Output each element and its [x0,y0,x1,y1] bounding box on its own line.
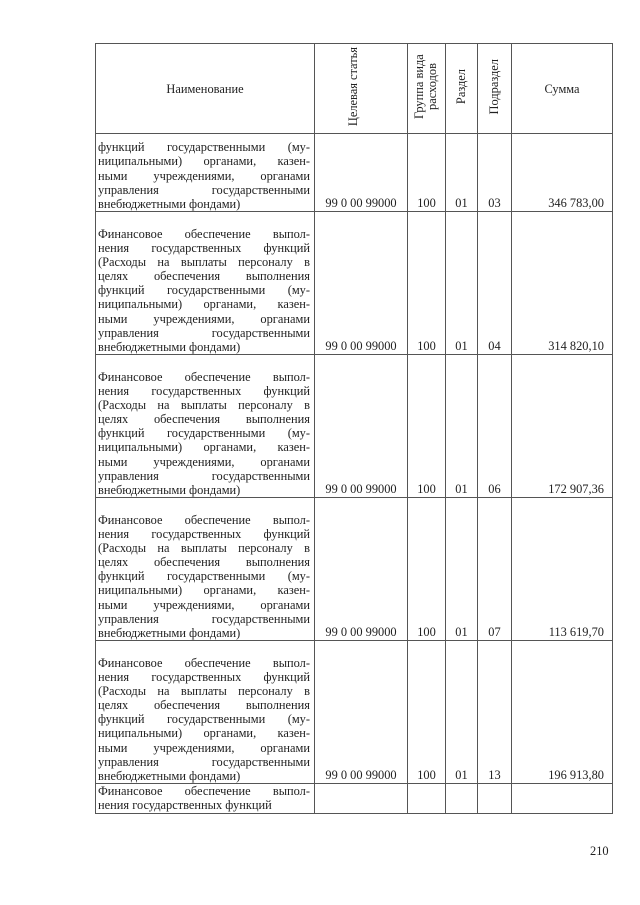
name-line: внебюджетными фондами) [98,769,241,784]
name-line: управления государственными [98,611,310,626]
name-line: управления государственными [98,182,310,197]
cell-sum [512,784,613,814]
cell-sum: 314 820,10 [512,212,613,355]
cell-subsection: 13 [478,641,512,784]
name-line: (Расходы на выплаты персоналу в [98,683,310,698]
name-line: ниципальными) органами, казен- [98,440,310,455]
name-line: нения государственных функций [98,240,310,255]
cell-name [96,355,315,498]
cell-target: 99 0 00 99000 [315,355,408,498]
name-line: Финансовое обеспечение выпол- [98,369,310,384]
name-line: управления государственными [98,468,310,483]
cell-section: 01 [446,212,478,355]
header-sum: Сумма [512,44,613,134]
name-line: функций государственными (му- [98,569,310,584]
name-line: внебюджетными фондами) [98,197,241,212]
name-line: внебюджетными фондами) [98,340,241,355]
name-line: управления государственными [98,754,310,769]
name-line: ниципальными) органами, казен- [98,154,310,169]
name-line: ниципальными) органами, казен- [98,726,310,741]
header-subsection: Подраздел [478,44,512,134]
cell-expense-group: 100 [408,498,446,641]
cell-expense-group: 100 [408,641,446,784]
name-line: функций государственными (му- [98,712,310,727]
table-header-row [96,44,613,134]
cell-section: 01 [446,355,478,498]
cell-subsection: 03 [478,134,512,212]
name-line: управления государственными [98,325,310,340]
cell-section: 01 [446,641,478,784]
name-line: нения государственных функций [98,383,310,398]
name-line: функций государственными (му- [98,283,310,298]
cell-sum: 196 913,80 [512,641,613,784]
name-line: Финансовое обеспечение выпол- [98,655,310,670]
table-row [96,134,613,212]
cell-name [96,498,315,641]
header-section: Раздел [446,44,478,134]
cell-expense-group: 100 [408,134,446,212]
name-line: ными учреждениями, органами [98,311,310,326]
cell-subsection [478,784,512,814]
table-body [96,134,613,814]
name-line: нения государственных функций [98,798,272,813]
name-line: целях обеспечения выполнения [98,412,310,427]
header-name: Наименование [96,44,315,134]
budget-table [95,43,613,814]
cell-target [315,784,408,814]
name-line: целях обеспечения выполнения [98,269,310,284]
name-line: функций государственными (му- [98,426,310,441]
name-line: ными учреждениями, органами [98,454,310,469]
cell-section: 01 [446,134,478,212]
name-line: нения государственных функций [98,669,310,684]
table-row [96,212,613,355]
cell-subsection: 06 [478,355,512,498]
name-line: ниципальными) органами, казен- [98,583,310,598]
cell-sum: 346 783,00 [512,134,613,212]
name-line: внебюджетными фондами) [98,626,241,641]
page-number: 210 [590,844,609,858]
name-line: ниципальными) органами, казен- [98,297,310,312]
cell-sum: 172 907,36 [512,355,613,498]
name-line: Финансовое обеспечение выпол- [98,784,310,799]
name-line: ными учреждениями, органами [98,740,310,755]
cell-section: 01 [446,498,478,641]
header-expense-group: Группа вида расходов [408,44,446,134]
name-line: ными учреждениями, органами [98,168,310,183]
name-line: внебюджетными фондами) [98,483,241,498]
name-line: целях обеспечения выполнения [98,698,310,713]
cell-section [446,784,478,814]
name-line: (Расходы на выплаты персоналу в [98,397,310,412]
header-target: Целевая статья [315,44,408,134]
cell-name [96,641,315,784]
name-line: функций государственными (му- [98,140,310,155]
name-line: нения государственных функций [98,526,310,541]
name-line: ными учреждениями, органами [98,597,310,612]
cell-expense-group: 100 [408,212,446,355]
name-line: целях обеспечения выполнения [98,555,310,570]
cell-expense-group [408,784,446,814]
cell-subsection: 07 [478,498,512,641]
cell-name [96,212,315,355]
cell-target: 99 0 00 99000 [315,134,408,212]
name-line: Финансовое обеспечение выпол- [98,512,310,527]
table-row [96,641,613,784]
cell-expense-group: 100 [408,355,446,498]
table-row [96,498,613,641]
name-line: (Расходы на выплаты персоналу в [98,540,310,555]
cell-sum: 113 619,70 [512,498,613,641]
name-line: Финансовое обеспечение выпол- [98,226,310,241]
cell-name [96,784,315,814]
cell-name [96,134,315,212]
cell-target: 99 0 00 99000 [315,498,408,641]
name-line: (Расходы на выплаты персоналу в [98,254,310,269]
cell-target: 99 0 00 99000 [315,641,408,784]
cell-subsection: 04 [478,212,512,355]
table-row [96,355,613,498]
cell-target: 99 0 00 99000 [315,212,408,355]
table-row [96,784,613,814]
